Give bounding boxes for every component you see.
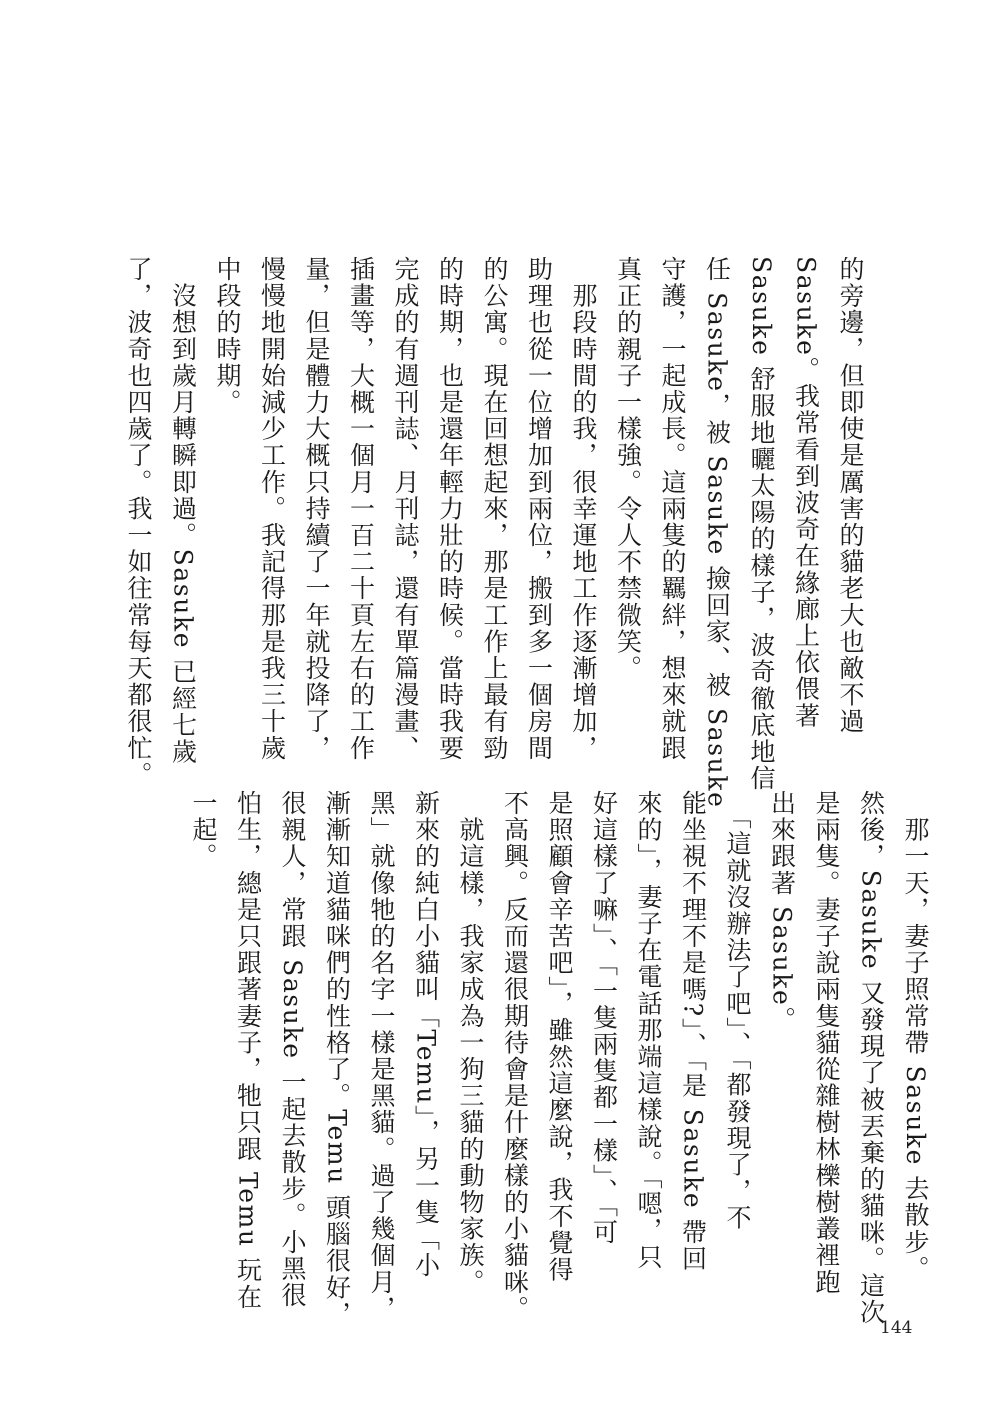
text-line: 慢慢地開始減少工作。我記得那是我三十歲: [257, 256, 287, 762]
text-block-upper: [116, 256, 873, 809]
text-line: 就這樣，我家成為一狗三貓的動物家族。: [456, 790, 485, 1296]
text-line: 的旁邊，但即使是厲害的貓老大也敵不過: [836, 256, 865, 735]
text-line: 不高興。反而還很期待會是什麼樣的小貓咪。: [500, 790, 530, 1322]
text-line: 的時期，也是還年輕力壯的時候。當時我要: [435, 256, 465, 762]
text-line: 很親人，常跟 Sasuke 一起去散步。小黑很: [278, 790, 307, 1309]
text-line: 沒想到歲月轉瞬即過。Sasuke 已經七歲: [168, 256, 198, 766]
text-line: 是照顧會辛苦吧」，雖然這麼說，我不覺得: [545, 790, 574, 1283]
text-line: 一起。: [189, 790, 218, 870]
text-line: Sasuke 舒服地曬太陽的樣子，波奇徹底地信: [747, 256, 776, 792]
text-line: 能坐視不理不是嗎?」、「是 Sasuke 帶回: [678, 790, 708, 1273]
text-line: 出來跟著 Sasuke。: [767, 790, 797, 1034]
text-line: 量，但是體力大概只持續了一年就投降了，: [302, 256, 331, 762]
text-line: 任 Sasuke，被 Sasuke 撿回家、被 Sasuke: [702, 256, 732, 809]
text-line: 那一天，妻子照常帶 Sasuke 去散步。: [901, 790, 930, 1282]
text-line: 來的」，妻子在電話那端這樣說。「嗯，只: [634, 790, 663, 1271]
text-line: 好這樣了嘛」、「一隻兩隻都一樣」、「可: [589, 790, 619, 1246]
text-line: 那段時間的我，很幸運地工作逐漸增加，: [569, 256, 598, 762]
text-line: 完成的有週刊誌、月刊誌，還有單篇漫畫、: [391, 256, 420, 762]
text-line: 漸漸知道貓咪們的性格了。Temu 頭腦很好，: [322, 790, 352, 1328]
text-line: 了，波奇也四歲了。我一如往常每天都很忙。: [124, 256, 153, 788]
text-line: 助理也從一位增加到兩位，搬到多一個房間: [524, 256, 554, 762]
text-line: 的公寓。現在回想起來，那是工作上最有勁: [480, 256, 509, 762]
text-line: 怕生，總是只跟著妻子，牠只跟 Temu 玩在: [233, 790, 263, 1311]
text-line: 黑」就像牠的名字一樣是黑貓。過了幾個月，: [367, 790, 396, 1322]
text-line: 新來的純白小貓叫「Temu」，另一隻「小: [411, 790, 441, 1279]
text-line: Sasuke。我常看到波奇在緣廊上依偎著: [791, 256, 821, 729]
text-line: 中段的時期。: [213, 256, 242, 416]
text-line: 守護，一起成長。這兩隻的羈絆，想來就跟: [658, 256, 687, 762]
text-line: 「這就沒辦法了吧」、「都發現了，不: [723, 790, 752, 1232]
text-line: 插畫等，大概一個月一百二十頁左右的工作: [346, 256, 376, 762]
text-line: 真正的親子一樣強。令人不禁微笑。: [613, 256, 643, 682]
page-number: 144: [880, 1318, 913, 1338]
text-line: 是兩隻。妻子說兩隻貓從雜樹林櫟樹叢裡跑: [812, 790, 841, 1296]
text-line: 然後，Sasuke 又發現了被丟棄的貓咪。這次: [856, 790, 886, 1326]
